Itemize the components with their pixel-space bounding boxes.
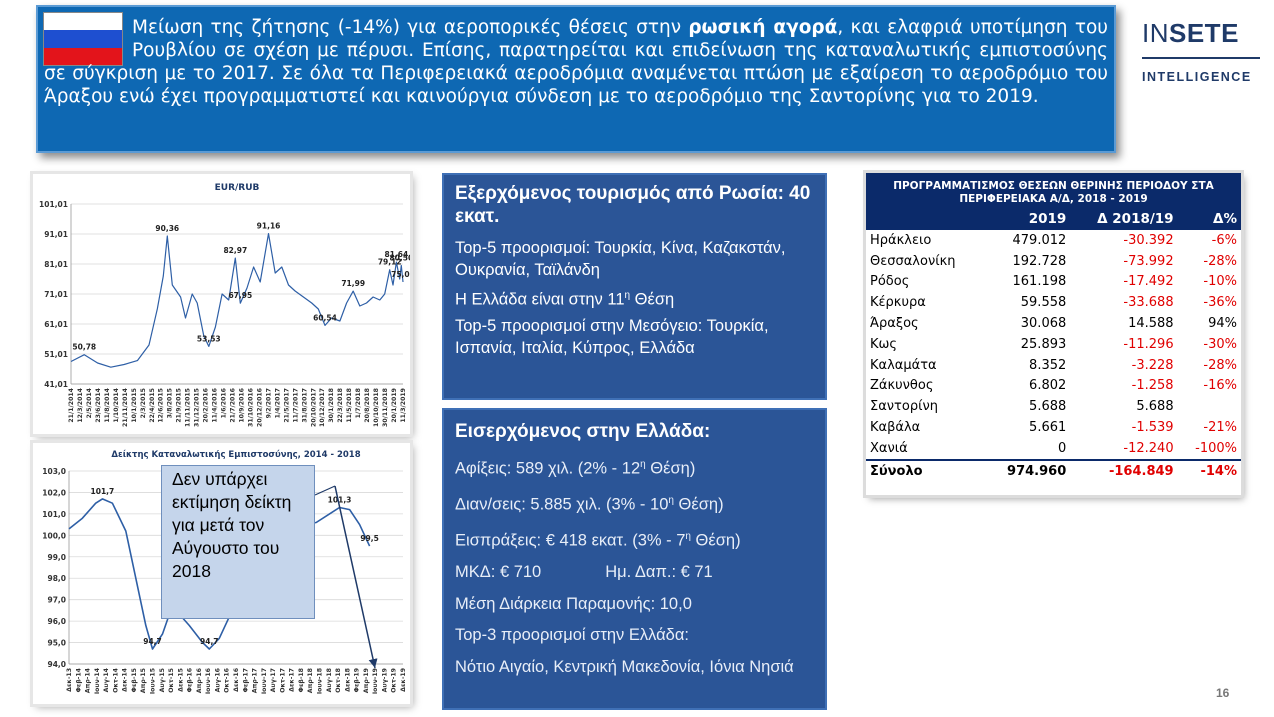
delta-pct-cell: -10% [1203,274,1237,290]
x-tick-label: Ιουν-19 [372,668,380,695]
data-label: 101,3 [327,495,352,505]
y-tick-label: 98,0 [47,574,66,584]
y-tick-label: 81,01 [44,260,68,269]
no-estimate-callout: Δεν υπάρχει εκτίμηση δείκτη για μετά τον Αύγουστο του 2018 [161,465,315,619]
delta-cell: -17.492 [1123,274,1174,290]
x-tick-label: 9/2/2017 [265,388,273,419]
x-tick-label: Αυγ-19 [381,668,389,693]
table-row [866,272,1241,293]
x-tick-label: Φεβ-14 [75,668,83,693]
x-tick-label: Αυγ-17 [270,668,278,693]
x-tick-label: Αυγ-18 [325,668,333,693]
x-tick-label: 31/10/2016 [247,388,255,427]
seats-2019-cell: 6.802 [1029,378,1067,394]
x-tick-label: Απρ-18 [307,668,315,694]
x-tick-label: 20/2/2016 [202,388,210,423]
seats-2019-cell: 479.012 [1012,232,1067,248]
x-tick-label: 21/11/2014 [121,388,129,427]
x-tick-label: 20/12/2016 [256,388,264,427]
seats-2019-cell: 0 [1057,440,1067,456]
delta-cell: 14.588 [1128,316,1174,332]
logo-divider [1142,57,1260,59]
data-label: 81,64 [384,250,409,260]
x-tick-label: 11/11/2015 [184,388,192,427]
x-tick-label: 11/7/2017 [292,388,300,423]
x-tick-label: 1/7/2018 [355,388,363,419]
seats-2019-cell: 25.893 [1020,336,1067,352]
header-airport [866,208,985,230]
chart-title: Δείκτης Καταναλωτικής Εμπιστοσύνης, 2014 - 2018 [111,450,361,460]
x-tick-label: 3/8/2015 [166,388,174,419]
arrivals-line: Αφίξεις: 589 χιλ. ($2\% - 12^\eta$ Θέση) [455,459,696,478]
seat-programming-table [866,208,1241,482]
header-delta: Δ 2018/19 [1070,208,1177,230]
top3-line: Νότιο Αιγαίο, Κεντρική Μακεδονία, Ιόνια Νησιά [455,657,794,676]
x-tick-label: Ιουν-15 [149,668,157,695]
eurrub-chart-panel [33,174,410,434]
table-row [866,292,1241,313]
x-tick-label: 10/10/2018 [373,388,381,427]
data-label: 53,53 [196,334,221,344]
data-label: 67,95 [228,291,253,301]
table-row [866,376,1241,397]
seats-2019-cell: 192.728 [1012,253,1067,269]
chart-title: EUR/RUB [214,183,260,193]
x-tick-label: 11/4/2016 [211,388,219,423]
x-tick-label: Φεβ-15 [130,668,138,693]
x-tick-label: Ιουν-14 [93,668,101,695]
callout-arrow [335,486,375,668]
y-tick-label: 96,0 [47,617,66,627]
x-tick-label: 10/1/2015 [130,388,138,423]
top3-title: Top-3 προορισμοί στην Ελλάδα: [455,626,689,644]
y-tick-label: 101,0 [42,509,66,519]
delta-cell: -12.240 [1123,440,1174,456]
inbound-title: Εισερχόμενος στην Ελλάδα: [455,421,711,442]
data-label: 82,97 [223,246,248,256]
x-tick-label: Αυγ-16 [214,668,222,693]
x-tick-label: Δεκ-14 [121,668,129,692]
x-tick-label: Απρ-16 [195,668,203,694]
x-tick-label: Αυγ-15 [158,668,166,693]
airport-cell: Χανιά [870,440,908,456]
airport-cell: Θεσσαλονίκη [870,253,956,269]
table-header-row [866,208,1241,230]
y-tick-label: 97,0 [47,595,66,605]
x-tick-label: 20/10/2017 [310,388,318,427]
x-tick-label: Οκτ-18 [335,668,343,693]
logo-wordmark: INSETE [1142,18,1239,48]
airport-cell: Κέρκυρα [870,295,926,311]
page-number: 16 [1216,686,1230,700]
table-total-row [866,460,1241,482]
y-tick-label: 51,01 [44,350,68,359]
delta-cell: 5.688 [1136,399,1174,415]
x-tick-label: 1/10/2014 [112,388,120,423]
insete-logo [1142,18,1260,84]
x-tick-label: Φεβ-19 [353,668,361,693]
delta-pct-cell: -21% [1203,420,1237,436]
seats-2019-cell: 5.661 [1029,420,1067,436]
delta-cell: -73.992 [1123,253,1174,269]
x-tick-label: 21/7/2016 [229,388,237,423]
x-tick-label: 21/5/2017 [283,388,291,423]
delta-pct-cell: -28% [1203,357,1237,373]
table-row [866,334,1241,355]
x-tick-label: Ιουν-17 [260,668,268,695]
y-tick-label: 41,01 [44,380,68,389]
data-label: 60,54 [313,313,337,323]
banner-text: Μείωση της ζήτησης (-14%) για αεροπορικές θέσεις στην ρωσική αγορά, και ελαφριά υποτίμηση του Ρουβλίου σε σχέση με πέρυσι. Επίσης, παρατηρείται και επιδείνωση της καταναλωτικής εμπιστοσύνης σε σύγκριση με το 2017. Σε όλα τα Περιφερειακά αεροδρόμια αναμένεται πτώση με εξαίρεση το αεροδρόμιο του Άραξου ενώ έχει προγραμματιστεί και καινούργια σύνδεση με το αεροδρόμιο της Σαντορίνης για το 2019. [44,17,1108,107]
x-tick-label: 21/1/2014 [68,388,75,423]
callout-arrow-leader [315,486,335,495]
x-tick-label: 30/1/2018 [328,388,336,423]
table-row [866,438,1241,460]
delta-cell: -33.688 [1123,295,1174,311]
data-label: 101,7 [90,486,115,496]
x-tick-label: 23/6/2014 [94,388,102,423]
airport-cell: Ρόδος [870,274,910,290]
stay-line: Μέση Διάρκεια Παραμονής: 10,0 [455,594,692,613]
table-row [866,313,1241,334]
table-title: ΠΡΟΓΡΑΜΜΑΤΙΣΜΟΣ ΘΕΣΕΩΝ ΘΕΡΙΝΗΣ ΠΕΡΙΟΔΟΥ ΣΤΑ ΠΕΡΙΦΕΡΕΙΑΚΑ Α/Δ, 2018 - 2019 [866,173,1241,208]
x-tick-label: 11/3/2019 [400,388,407,423]
x-tick-label: 10/12/2017 [319,388,327,427]
table-row [866,251,1241,272]
data-label: 94,7 [143,636,162,646]
x-tick-label: Οκτ-16 [223,668,231,693]
x-tick-label: Δεκ-17 [288,668,296,692]
x-tick-label: 2/3/2015 [139,388,147,419]
x-tick-label: 20/8/2018 [364,388,372,423]
data-label: 50,78 [72,342,97,352]
delta-pct-cell: 94% [1208,316,1237,332]
table-row [866,230,1241,251]
eurrub-chart [33,174,410,434]
x-tick-label: Δεκ-19 [400,668,407,692]
inbound-tourism-box [442,408,827,710]
x-tick-label: Ιουν-16 [205,668,213,695]
y-tick-label: 94,0 [47,660,66,669]
spending-line: ΜΚΔ: € 710 Ημ. Δαπ.: € 71 [455,563,713,581]
x-tick-label: Φεβ-18 [297,668,305,693]
x-tick-label: Αυγ-14 [103,668,111,693]
data-label: 99,5 [360,534,379,544]
y-tick-label: 61,01 [44,320,68,329]
y-tick-label: 100,0 [42,531,66,541]
y-tick-label: 103,0 [42,467,66,476]
y-tick-label: 102,0 [42,488,66,498]
overnights-line: Διαν/σεις: 5.885 χιλ. ($3\% - 10^\eta$ Θέση) [455,495,724,514]
med-top5: Top-5 προορισμοί στην Μεσόγειο: Τουρκία, Ισπανία, Ιταλία, Κύπρος, Ελλάδα [455,316,769,357]
airport-cell: Σύνολο [866,460,985,482]
header-delta-pct: Δ% [1178,208,1241,230]
receipts-line: Εισπράξεις: € 418 εκατ. ($3\% - 7^\eta$ Θέση) [455,531,741,550]
delta-pct-cell: -14% [1178,460,1241,482]
delta-pct-cell: -16% [1203,378,1237,394]
x-tick-label: 31/12/2015 [193,388,201,427]
header-2019: 2019 [985,208,1070,230]
x-tick-label: 11/5/2018 [346,388,354,423]
data-label: 94,7 [200,636,219,646]
airport-cell: Καβάλα [870,420,921,436]
seats-2019-cell: 8.352 [1029,357,1067,373]
seats-2019-cell: 59.558 [1020,295,1067,311]
x-tick-label: Οκτ-17 [279,668,287,693]
greece-rank: Η Ελλάδα είναι στην $11^\eta$ Θέση [455,290,675,309]
delta-cell: -3.228 [1131,357,1174,373]
delta-pct-cell: -30% [1203,336,1237,352]
y-tick-label: 91,01 [44,230,68,239]
x-tick-label: Δεκ-13 [66,668,73,692]
outbound-title: Εξερχόμενος τουρισμός από Ρωσία: 40 εκατ. [455,183,811,227]
table-row [866,417,1241,438]
logo-subtitle: INTELLIGENCE [1142,70,1252,84]
x-tick-label: Δεκ-18 [344,668,352,692]
delta-pct-cell: -36% [1203,295,1237,311]
airport-cell: Ζάκυνθος [870,378,934,394]
airport-cell: Σαντορίνη [870,399,938,415]
x-tick-label: Απρ-14 [84,668,92,694]
delta-pct-cell: -100% [1195,440,1237,456]
data-label: 71,99 [341,279,366,289]
x-tick-label: 10/9/2016 [238,388,246,423]
airport-cell: Άραξος [870,316,919,332]
x-tick-label: Απρ-15 [140,668,148,694]
x-tick-label: Δεκ-16 [233,668,240,692]
outbound-top5: Top-5 προορισμοί: Τουρκία, Κίνα, Καζακστάν, Ουκρανία, Ταϊλάνδη [455,239,786,279]
data-label: 91,16 [256,221,281,231]
x-tick-label: 11/8/2014 [103,388,111,423]
delta-cell: -1.539 [1131,420,1174,436]
x-tick-label: Ιουν-18 [316,668,324,695]
table-row [866,396,1241,417]
data-label: 79,12 [377,257,402,267]
data-label: 80,5 [389,253,408,263]
x-tick-label: 22/4/2015 [148,388,156,423]
x-tick-label: Οκτ-14 [112,668,120,693]
delta-pct-cell [1178,396,1241,417]
airport-cell: Ηράκλειο [870,232,932,248]
delta-cell: -30.392 [1123,232,1174,248]
x-tick-label: 12/3/2014 [76,388,84,423]
seats-2019-cell: 30.068 [1020,316,1067,332]
y-tick-label: 99,0 [47,552,66,562]
delta-pct-cell: -28% [1203,253,1237,269]
data-label: 90,36 [155,223,180,233]
x-tick-label: 20/1/2019 [391,388,399,423]
x-tick-label: 12/6/2015 [157,388,165,423]
delta-pct-cell: -6% [1211,232,1237,248]
delta-cell: -1.258 [1131,378,1174,394]
x-tick-label: 31/8/2017 [301,388,309,423]
delta-cell: -11.296 [1123,336,1174,352]
x-tick-label: Οκτ-19 [390,668,398,693]
seats-2019-cell: 974.960 [985,460,1070,482]
x-tick-label: 22/3/2018 [337,388,345,423]
x-tick-label: Οκτ-15 [168,668,176,693]
x-tick-label: Απρ-19 [362,668,370,694]
x-tick-label: 1/6/2016 [220,388,228,419]
y-tick-label: 71,01 [44,290,68,299]
seat-programming-table-panel [866,173,1241,495]
data-label: 75,0 [391,270,410,279]
y-tick-label: 101,01 [39,200,68,209]
delta-cell: -164.849 [1070,460,1177,482]
seats-2019-cell: 5.688 [1029,399,1067,415]
seats-2019-cell: 161.198 [1012,274,1067,290]
x-tick-label: Απρ-17 [251,668,259,694]
airport-cell: Κως [870,336,898,352]
outbound-tourism-box [442,173,827,400]
summary-banner [36,5,1116,153]
y-tick-label: 95,0 [47,638,66,648]
x-tick-label: 1/4/2017 [274,388,282,419]
x-tick-label: 21/9/2015 [175,388,183,423]
x-tick-label: Φεβ-17 [242,668,250,693]
x-tick-label: Φεβ-16 [186,668,194,693]
x-tick-label: Δεκ-15 [177,668,185,692]
airport-cell: Καλαμάτα [870,357,937,373]
x-tick-label: 30/11/2018 [382,388,390,427]
x-tick-label: 2/5/2014 [85,388,93,419]
table-row [866,355,1241,376]
